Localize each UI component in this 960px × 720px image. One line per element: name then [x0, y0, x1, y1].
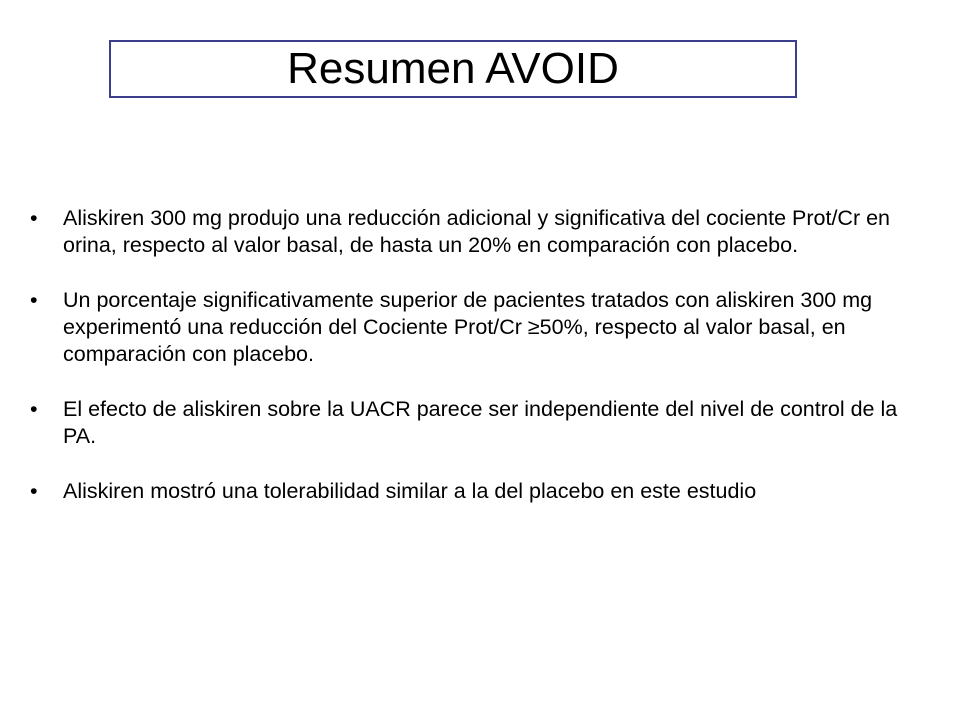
bullet-icon: • — [30, 206, 38, 230]
bullet-icon: • — [30, 288, 38, 312]
bullet-item — [30, 396, 930, 450]
title-box — [109, 40, 797, 98]
bullet-text: Aliskiren 300 mg produjo una reducción adicional y significativa del cociente Prot/Cr en orina, respecto al valor basal, de hasta un 20% en comparación con placebo. — [63, 206, 891, 257]
bullet-list — [30, 205, 930, 505]
bullet-item — [30, 287, 930, 368]
bullet-text: Un porcentaje significativamente superior de pacientes tratados con aliskiren 300 mg experimentó una reducción del Cociente Prot/Cr ≥50%, respecto al valor basal, en comparación con placebo. — [63, 288, 873, 366]
bullet-item — [30, 478, 930, 505]
bullet-item — [30, 205, 930, 259]
bullet-text: El efecto de aliskiren sobre la UACR parece ser independiente del nivel de control de la PA. — [63, 397, 898, 448]
bullet-text: Aliskiren mostró una tolerabilidad similar a la del placebo en este estudio — [63, 479, 757, 503]
bullet-icon: • — [30, 479, 38, 503]
slide-title: Resumen AVOID — [287, 44, 619, 93]
bullet-icon: • — [30, 397, 38, 421]
